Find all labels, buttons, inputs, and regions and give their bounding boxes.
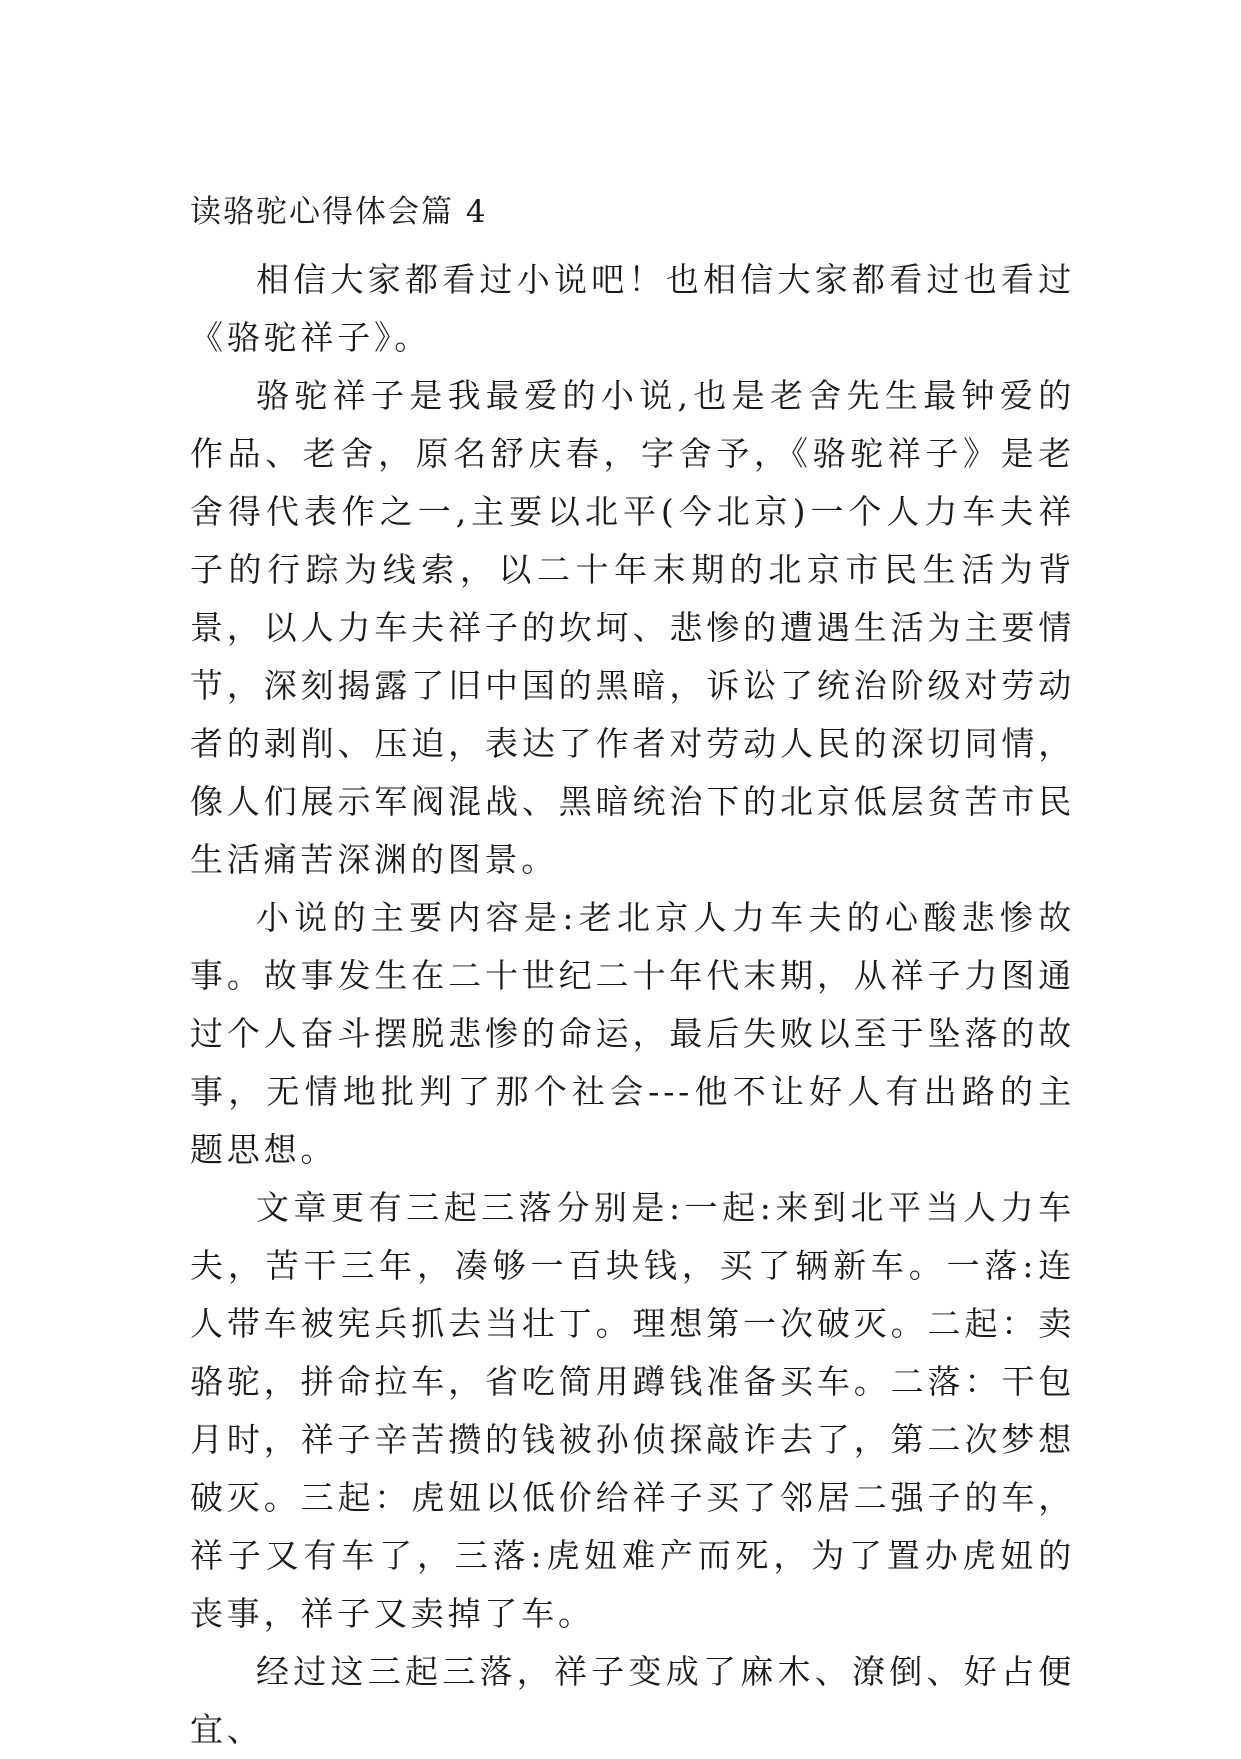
paragraph-conclusion: 经过这三起三落，祥子变成了麻木、潦倒、好占便宜、 <box>190 1652 1075 1749</box>
paragraph-intro: 相信大家都看过小说吧！也相信大家都看过也看过《骆驼祥子》。 <box>190 260 1075 357</box>
document-title: 读骆驼心得体会篇 4 <box>190 194 488 230</box>
paragraph-about-novel: 骆驼祥子是我最爱的小说,也是老舍先生最钟爱的作品、老舍，原名舒庆春，字舍予，《骆驼祥子》是老舍得代表作之一,主要以北平(今北京)一个人力车夫祥子的行踪为线索，以二十年末期的北京市民生活为背景，以人力车夫祥子的坎坷、悲惨的遭遇生活为主要情节，深刻揭露了旧中国的黑暗，诉讼了统治阶级对劳动者的剥削、压迫，表达了作者对劳动人民的深切同情，像人们展示军阀混战、黑暗统治下的北京低层贫苦市民生活痛苦深渊的图景。 <box>190 376 1075 879</box>
paragraph-main-content: 小说的主要内容是:老北京人力车夫的心酸悲惨故事。故事发生在二十世纪二十年代末期，从祥子力图通过个人奋斗摆脱悲惨的命运，最后失败以至于坠落的故事，无情地批判了那个社会---他不让好人有出路的主题思想。 <box>190 898 1075 1169</box>
document-body <box>190 190 1075 1759</box>
paragraph-three-rises-falls: 文章更有三起三落分别是:一起:来到北平当人力车夫，苦干三年，凑够一百块钱，买了辆新车。一落:连人带车被宪兵抓去当壮丁。理想第一次破灭。二起：卖骆驼，拼命拉车，省吃简用蹲钱准备买车。二落：干包月时，祥子辛苦攒的钱被孙侦探敲诈去了，第二次梦想破灭。三起：虎妞以低价给祥子买了邻居二强子的车，祥子又有车了，三落:虎妞难产而死，为了置办虎妞的丧事，祥子又卖掉了车。 <box>190 1188 1075 1633</box>
